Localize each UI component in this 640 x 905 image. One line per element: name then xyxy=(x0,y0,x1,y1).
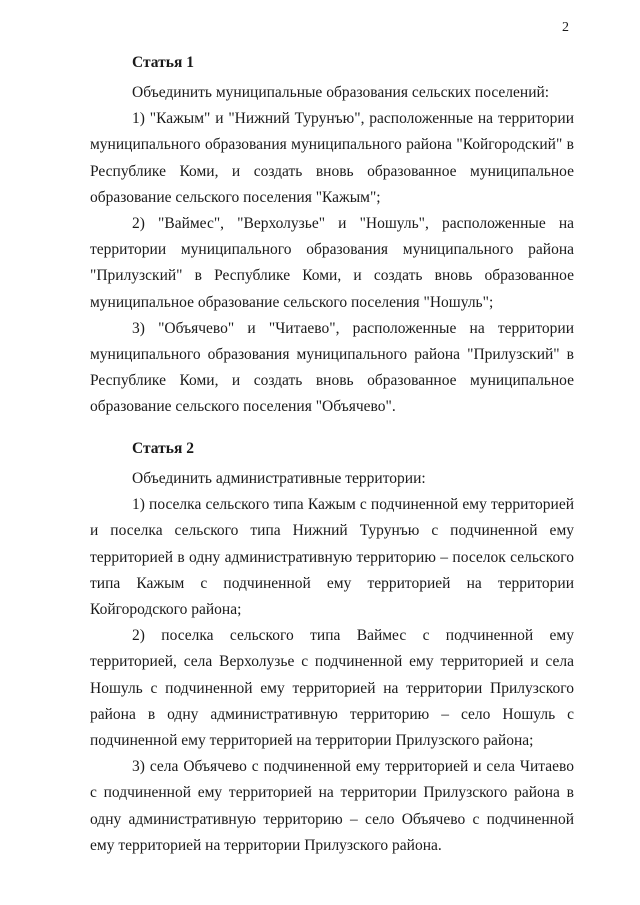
article-2-clause-3: 3) села Объячево с подчиненной ему территорией и села Читаево с подчиненной ему территорией на территории Прилузского района в одну административную территорию – село Объячево с подчиненной ему территорией на территории Прилузского района. xyxy=(90,758,574,854)
article-1-clause-3: 3) "Объячево" и "Читаево", расположенные на территории муниципального образования муниципального района "Прилузский" в Республике Коми, и создать вновь образованное муниципальное образование сельского поселения "Объячево". xyxy=(90,319,574,416)
article-1-clause-1: 1) "Кажым" и "Нижний Турунъю", расположенные на территории муниципального образования муниципального района "Койгородский" в Республике Коми, и создать вновь образованное муниципальное образование сельского поселения "Кажым"; xyxy=(90,110,574,206)
article-1-clause-2: 2) "Ваймес", "Верхолузье" и "Ношуль", расположенные на территории муниципального образования муниципального района "Прилузский" в Республике Коми, и создать вновь образованное муниципальное образование сельского поселения "Ношуль"; xyxy=(90,215,574,311)
article-2-intro: Объединить административные территории: xyxy=(132,470,426,487)
page-number: 2 xyxy=(562,20,569,35)
article-2-clause-2: 2) поселка сельского типа Ваймес с подчиненной ему территорией, села Верхолузье с подчиненной ему территорией и села Ношуль с подчиненной ему территорией на территории Прилузского района в одну административную территорию – село Ношуль с подчиненной ему территорией на территории Прилузского района; xyxy=(90,627,574,750)
article-2 xyxy=(90,438,574,859)
article-2-heading: Статья 2 xyxy=(132,440,194,457)
article-2-clause-1: 1) поселка сельского типа Кажым с подчиненной ему территорией и поселка сельского типа Нижний Турунъю с подчиненной ему территорией в одну административную территорию – поселок сельского типа Кажым с подчиненной ему территорией на территории Койгородского района; xyxy=(90,496,574,619)
article-1-intro: Объединить муниципальные образования сельских поселений: xyxy=(132,84,550,101)
article-1 xyxy=(90,52,574,421)
article-1-heading: Статья 1 xyxy=(132,54,194,71)
